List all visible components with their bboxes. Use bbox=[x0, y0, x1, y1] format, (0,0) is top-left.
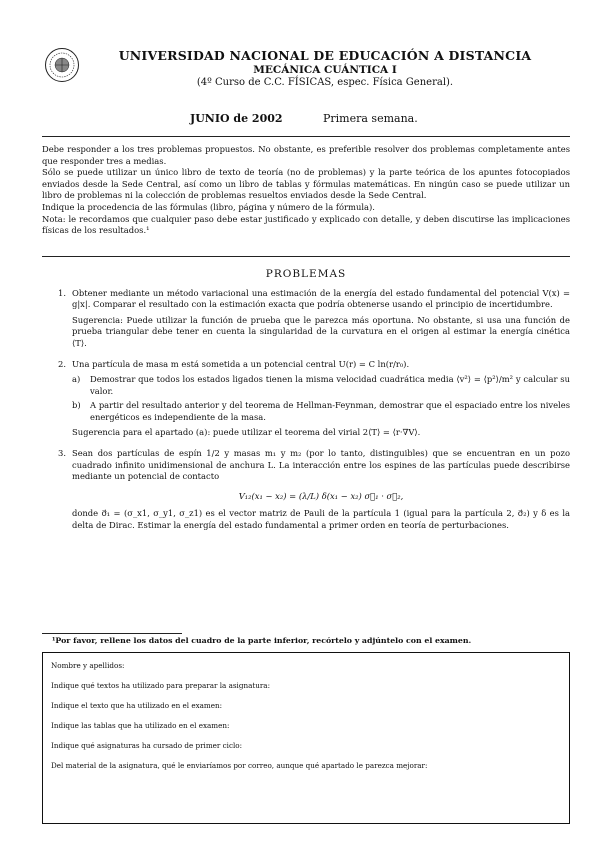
footnote-divider bbox=[42, 633, 182, 634]
field-study-texts[interactable]: Indique qué textos ha utilizado para preparar la asignatura: bbox=[51, 681, 271, 690]
problem-text: Sean dos partículas de espín 1/2 y masas m₁ y m₂ (por lo tanto, distinguibles) que se encuentran en un pozo cuadrado infinito unidimensional de anchura L. La interacción entre los espines de las partículas puede describirse mediante un potencial de contacto bbox=[72, 448, 570, 482]
exam-date: JUNIO de 2002 bbox=[190, 112, 283, 125]
problem-text: Una partícula de masa m está sometida a un potencial central U(r) = C ln(r/r₀). bbox=[72, 359, 410, 370]
subpart-text: Demostrar que todos los estados ligados tienen la misma velocidad cuadrática media ⟨v²⟩ = ⟨p²⟩/m² y calcular su valor. bbox=[90, 374, 570, 396]
footnote: ¹Por favor, rellene los datos del cuadro de la parte inferior, recórtelo y adjúntelo con el examen. bbox=[52, 636, 472, 645]
field-name[interactable]: Nombre y apellidos: bbox=[51, 661, 125, 670]
problem-hint: Sugerencia: Puede utilizar la función de prueba que le parezca más oportuna. No obstante, si usa una función de prueba triangular debe tener en cuenta la singularidad de la curvatura en el origen al estimar la energía cinética ⟨T⟩. bbox=[72, 314, 570, 348]
university-name: UNIVERSIDAD NACIONAL DE EDUCACIÓN A DISTANCIA bbox=[118, 48, 532, 63]
subpart-label: b) bbox=[72, 400, 81, 411]
problems-title: PROBLEMAS bbox=[265, 268, 347, 280]
contact-potential-equation: V₁₂(x₁ − x₂) = (λ/L) δ(x₁ − x₂) σ⃗₁ · σ⃗₂, bbox=[238, 490, 404, 501]
problem-2 bbox=[58, 359, 570, 442]
problem-text-after: donde σ⃗₁ = (σ_x1, σ_y1, σ_z1) es el vector matriz de Pauli de la partícula 1 (igual para la partícula 2, σ⃗₂) y δ es la delta de Dirac. Estimar la energía del estado fundamental a primer orden en teoría de perturbaciones. bbox=[72, 508, 570, 530]
subpart-label: a) bbox=[72, 374, 81, 385]
problem-hint: Sugerencia para el apartado (a): puede utilizar el teorema del virial 2⟨T⟩ = ⟨r·∇V⟩. bbox=[72, 427, 421, 438]
subpart-text: A partir del resultado anterior y del teorema de Hellman-Feynman, demostrar que el espaciado entre los niveles energéticos es independiente de la masa. bbox=[90, 400, 570, 422]
instruction-4: Nota: le recordamos que cualquier paso debe estar justificado y explicado con detalle, y deben discutirse las implicaciones físicas de los resultados.¹ bbox=[42, 213, 570, 236]
exam-session: Primera semana. bbox=[323, 112, 418, 125]
subpart-b bbox=[72, 400, 570, 423]
field-tables[interactable]: Indique las tablas que ha utilizado en el examen: bbox=[51, 721, 230, 730]
problem-3 bbox=[58, 448, 570, 534]
instruction-2: Sólo se puede utilizar un único libro de texto de teoría (no de problemas) y la parte teórica de los apuntes fotocopiados enviados desde la Sede Central, así como un libro de tablas y fórmulas matemáticas. En ningún caso se puede utilizar un libro de problemas ni la colección de problemas resueltos enviados desde la Sede Central. bbox=[42, 167, 570, 201]
top-divider bbox=[42, 136, 570, 137]
problem-number: 2. bbox=[58, 359, 66, 370]
middle-divider bbox=[42, 256, 570, 257]
university-seal-icon bbox=[44, 47, 80, 83]
problem-text: Obtener mediante un método variacional una estimación de la energía del estado fundamental del potencial V(x) = g|x|. Comparar el resultado con la estimación exacta que podría obtenerse usando el principio de incertidumbre. bbox=[72, 288, 570, 310]
field-material-feedback[interactable]: Del material de la asignatura, qué le enviaríamos por correo, aunque qué apartado le parezca mejorar: bbox=[51, 761, 428, 770]
instruction-3: Indique la procedencia de las fórmulas (libro, página y número de la fórmula). bbox=[42, 201, 375, 212]
problem-1 bbox=[58, 288, 570, 353]
instructions bbox=[42, 144, 570, 237]
problems-list bbox=[58, 288, 570, 541]
course-title: MECÁNICA CUÁNTICA I bbox=[253, 64, 397, 76]
instruction-1: Debe responder a los tres problemas propuestos. No obstante, es preferible resolver dos problemas completamente antes que responder tres a medias. bbox=[42, 144, 570, 166]
student-info-form bbox=[42, 652, 570, 824]
problem-number: 3. bbox=[58, 448, 66, 459]
program-line: (4º Curso de C.C. FÍSICAS, espec. Física General). bbox=[196, 77, 454, 88]
field-exam-text[interactable]: Indique el texto que ha utilizado en el examen: bbox=[51, 701, 223, 710]
subpart-a bbox=[72, 374, 570, 397]
problem-number: 1. bbox=[58, 288, 66, 298]
field-first-cycle[interactable]: Indique qué asignaturas ha cursado de primer ciclo: bbox=[51, 741, 243, 750]
